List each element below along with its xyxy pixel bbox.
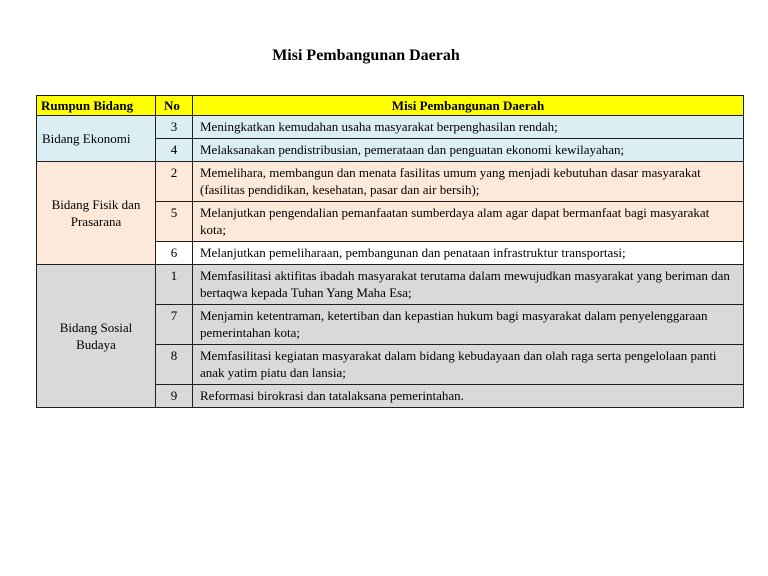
table-row — [37, 162, 744, 202]
table-row — [37, 265, 744, 305]
row-text: Meningkatkan kemudahan usaha masyarakat berpenghasilan rendah; — [193, 116, 744, 139]
row-text: Memfasilitasi aktifitas ibadah masyarakat terutama dalam mewujudkan masyarakat yang beriman dan bertaqwa kepada Tuhan Yang Maha Esa; — [193, 265, 744, 305]
row-text: Memfasilitasi kegiatan masyarakat dalam bidang kebudayaan dan olah raga serta pengelolaan panti anak yatim piatu dan lansia; — [193, 345, 744, 385]
row-number: 2 — [156, 162, 193, 202]
row-text: Reformasi birokrasi dan tatalaksana pemerintahan. — [193, 385, 744, 408]
row-number: 3 — [156, 116, 193, 139]
row-text: Melanjutkan pemeliharaan, pembangunan dan penataan infrastruktur transportasi; — [193, 242, 744, 265]
table-row — [37, 116, 744, 139]
group-ekonomi: Bidang Ekonomi — [37, 116, 156, 162]
row-number: 4 — [156, 139, 193, 162]
header-no: No — [156, 96, 193, 116]
group-fisik-prasarana: Bidang Fisik dan Prasarana — [37, 162, 156, 265]
row-number: 5 — [156, 202, 193, 242]
header-misi: Misi Pembangunan Daerah — [193, 96, 744, 116]
row-text: Memelihara, membangun dan menata fasilitas umum yang menjadi kebutuhan dasar masyarakat (fasilitas pendidikan, kesehatan, pasar dan air bersih); — [193, 162, 744, 202]
row-number: 6 — [156, 242, 193, 265]
group-sosial-budaya: Bidang Sosial Budaya — [37, 265, 156, 408]
header-rumpun: Rumpun Bidang — [37, 96, 156, 116]
page-title: Misi Pembangunan Daerah — [272, 47, 460, 64]
row-number: 8 — [156, 345, 193, 385]
table-header-row — [37, 96, 744, 116]
row-number: 9 — [156, 385, 193, 408]
row-text: Melaksanakan pendistribusian, pemerataan dan penguatan ekonomi kewilayahan; — [193, 139, 744, 162]
row-text: Menjamin ketentraman, ketertiban dan kepastian hukum bagi masyarakat dalam penyelenggaraan pemerintahan kota; — [193, 305, 744, 345]
mission-table — [36, 95, 744, 408]
row-text: Melanjutkan pengendalian pemanfaatan sumberdaya alam agar dapat bermanfaat bagi masyarakat kota; — [193, 202, 744, 242]
row-number: 7 — [156, 305, 193, 345]
row-number: 1 — [156, 265, 193, 305]
